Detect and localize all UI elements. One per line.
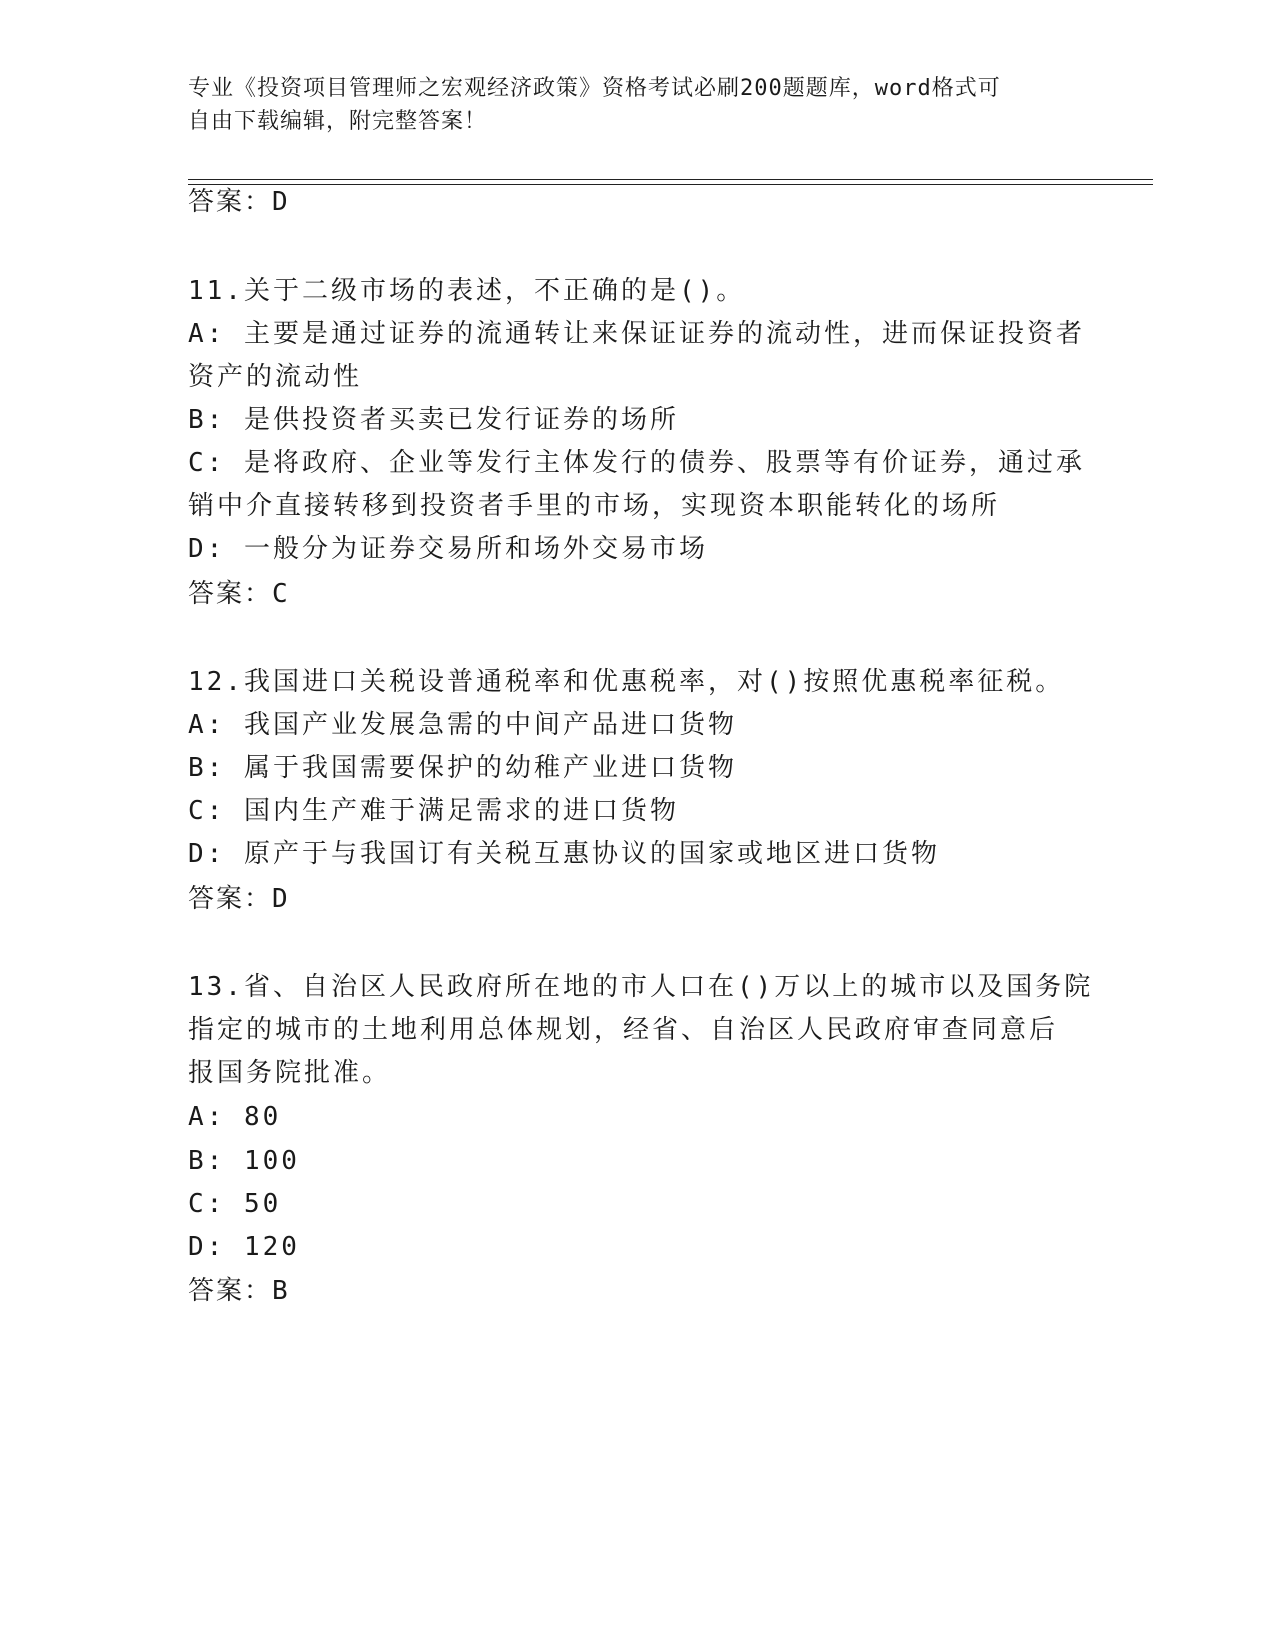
document-header — [188, 72, 1078, 138]
question-11-option-a-cont: 资产的流动性 — [188, 362, 363, 392]
question-11-option-d: D: 一般分为证券交易所和场外交易市场 — [188, 534, 708, 564]
question-11-stem: 11.关于二级市场的表述，不正确的是()。 — [188, 276, 746, 306]
question-12-answer: 答案：D — [188, 884, 290, 914]
header-line-2: 自由下载编辑，附完整答案！ — [188, 109, 488, 134]
question-12-option-a: A: 我国产业发展急需的中间产品进口货物 — [188, 710, 737, 740]
question-11-answer: 答案：C — [188, 579, 290, 609]
question-11-option-a: A: 主要是通过证券的流通转让来保证证券的流动性，进而保证投资者 — [188, 319, 1085, 349]
question-11-option-c: C: 是将政府、企业等发行主体发行的债券、股票等有价证券，通过承 — [188, 448, 1085, 478]
header-divider-top — [188, 179, 1153, 180]
previous-answer: 答案：D — [188, 187, 290, 217]
question-11-option-c-cont: 销中介直接转移到投资者手里的市场，实现资本职能转化的场所 — [188, 491, 1001, 521]
question-13-option-d: D: 120 — [188, 1232, 300, 1262]
question-13-stem-cont-1: 指定的城市的土地利用总体规划，经省、自治区人民政府审查同意后 — [188, 1015, 1059, 1045]
header-line-1: 专业《投资项目管理师之宏观经济政策》资格考试必刷200题题库，word格式可 — [188, 76, 1001, 101]
question-13-answer: 答案：B — [188, 1276, 290, 1306]
question-13-option-b: B: 100 — [188, 1146, 300, 1176]
question-12-option-c: C: 国内生产难于满足需求的进口货物 — [188, 796, 679, 826]
question-13-stem-cont-2: 报国务院批准。 — [188, 1058, 392, 1088]
question-13-option-c: C: 50 — [188, 1189, 282, 1219]
question-13-stem: 13.省、自治区人民政府所在地的市人口在()万以上的城市以及国务院 — [188, 972, 1094, 1002]
header-divider-bottom — [188, 184, 1153, 185]
question-12-option-b: B: 属于我国需要保护的幼稚产业进口货物 — [188, 753, 737, 783]
question-12-stem: 12.我国进口关税设普通税率和优惠税率，对()按照优惠税率征税。 — [188, 667, 1065, 697]
question-13-option-a: A: 80 — [188, 1102, 282, 1132]
question-11-option-b: B: 是供投资者买卖已发行证券的场所 — [188, 405, 679, 435]
question-12-option-d: D: 原产于与我国订有关税互惠协议的国家或地区进口货物 — [188, 839, 940, 869]
